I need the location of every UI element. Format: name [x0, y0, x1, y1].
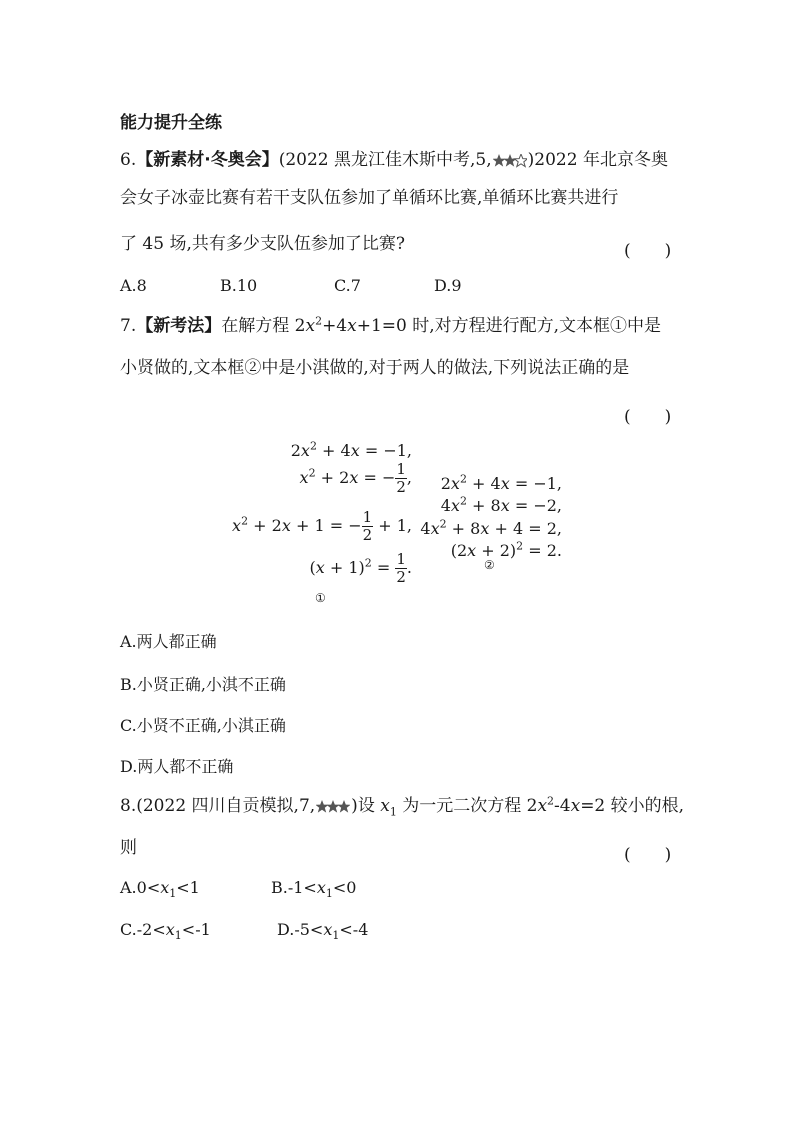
q6-option-c: C.7 [334, 276, 361, 295]
q8-option-b: $B.-1<x_1<0$ [271, 878, 357, 901]
q8-option-c: $C.-2<x_1<-1$ [120, 920, 211, 943]
q6-tag: 【新素材·冬奥会】 [136, 150, 279, 170]
difficulty-stars-icon [493, 154, 527, 168]
q7-line-1 [120, 314, 662, 336]
box1-row-3: $x^2 + 2x + 1$ = − $\frac{1}{2}$ + 1, [232, 508, 412, 544]
fraction-half: $\frac{1}{2}$ [396, 550, 406, 586]
q7-tag: 【新考法】 [136, 316, 222, 336]
box2-row-1: $2x^2 + 4x = -1$, [440, 472, 562, 493]
q8-var-x: x [537, 796, 548, 816]
section-title: 能力提升全练 [120, 113, 222, 133]
fraction-half: $\frac{1}{2}$ [396, 460, 406, 496]
q8-var-x1: x [380, 796, 390, 816]
q7-var-x: x [305, 316, 316, 336]
q7-answer-paren: ( ) [624, 407, 672, 427]
box1-row-2: $x^2 + 2x$ = − $\frac{1}{2}$ , [299, 460, 412, 496]
q8-answer-paren: ( ) [624, 845, 672, 865]
q8-var-x-2: x [570, 796, 581, 816]
q8-exp: 2 [547, 794, 555, 808]
q7-var-x-2: x [347, 316, 357, 336]
box2-row-4: $(2x + 2)^2 = 2$. [450, 539, 562, 560]
q7-text-c: +1=0 时,对方程进行配方,文本框①中是 [356, 316, 662, 336]
box2-label: ② [484, 558, 495, 572]
q8-text-c: -4 [554, 796, 571, 816]
fraction-half: $\frac{1}{2}$ [362, 508, 373, 544]
q7-text-b: +4 [322, 316, 348, 336]
q8-number: 8. [120, 796, 137, 816]
q7-option-a: A.两人都正确 [120, 632, 217, 651]
box2-row-2: $4x^2 + 8x = -2$, [440, 494, 562, 515]
q7-text-a: 在解方程 2 [221, 316, 306, 336]
box1-row-1: $2x^2 + 4x = -1$, [290, 439, 412, 460]
q6-line-3: 了 45 场,共有多少支队伍参加了比赛? [120, 234, 405, 254]
q7-option-d: D.两人都不正确 [120, 757, 234, 776]
q6-line-2: 会女子冰壶比赛有若干支队伍参加了单循环比赛,单循环比赛共进行 [120, 188, 619, 208]
q6-option-b: B.10 [220, 276, 258, 295]
q6-source-close: ) [527, 150, 535, 170]
difficulty-stars-icon [316, 800, 350, 814]
q8-text-a: 设 [357, 796, 381, 816]
q7-exp: 2 [315, 314, 323, 328]
q6-number: 6. [120, 150, 137, 170]
box1-row-4: $(x + 1)^2$ = $\frac{1}{2}$ . [309, 550, 412, 586]
box2-row-3: $4x^2 + 8x + 4 = 2$, [420, 517, 562, 538]
q6-option-d: D.9 [434, 276, 462, 295]
q6-line1-tail: 2022 年北京冬奥 [534, 150, 668, 170]
q8-sub: 1 [389, 805, 397, 819]
q7-option-c: C.小贤不正确,小淇正确 [120, 716, 286, 735]
q8-line-2: 则 [120, 838, 137, 858]
q7-line-2: 小贤做的,文本框②中是小淇做的,对于两人的做法,下列说法正确的是 [120, 358, 630, 378]
q8-text-d: =2 较小的根, [580, 796, 685, 816]
q6-option-a: A.8 [120, 276, 147, 295]
q8-option-a: $A.0<x_1<1$ [120, 878, 200, 901]
box1-label: ① [315, 591, 326, 605]
q8-text-b: 为一元二次方程 2 [396, 796, 538, 816]
q8-source-close: ) [351, 796, 358, 816]
q7-number: 7. [120, 316, 137, 336]
q8-option-d: $D.-5<x_1<-4$ [277, 920, 369, 943]
q7-option-b: B.小贤正确,小淇不正确 [120, 675, 286, 694]
q6-line-1 [120, 152, 668, 169]
q8-source: (2022 四川自贡模拟,7, [136, 796, 316, 816]
q6-source: (2022 黑龙江佳木斯中考,5, [278, 150, 492, 170]
q6-answer-paren: ( ) [624, 241, 672, 261]
q8-line-1 [120, 794, 685, 819]
